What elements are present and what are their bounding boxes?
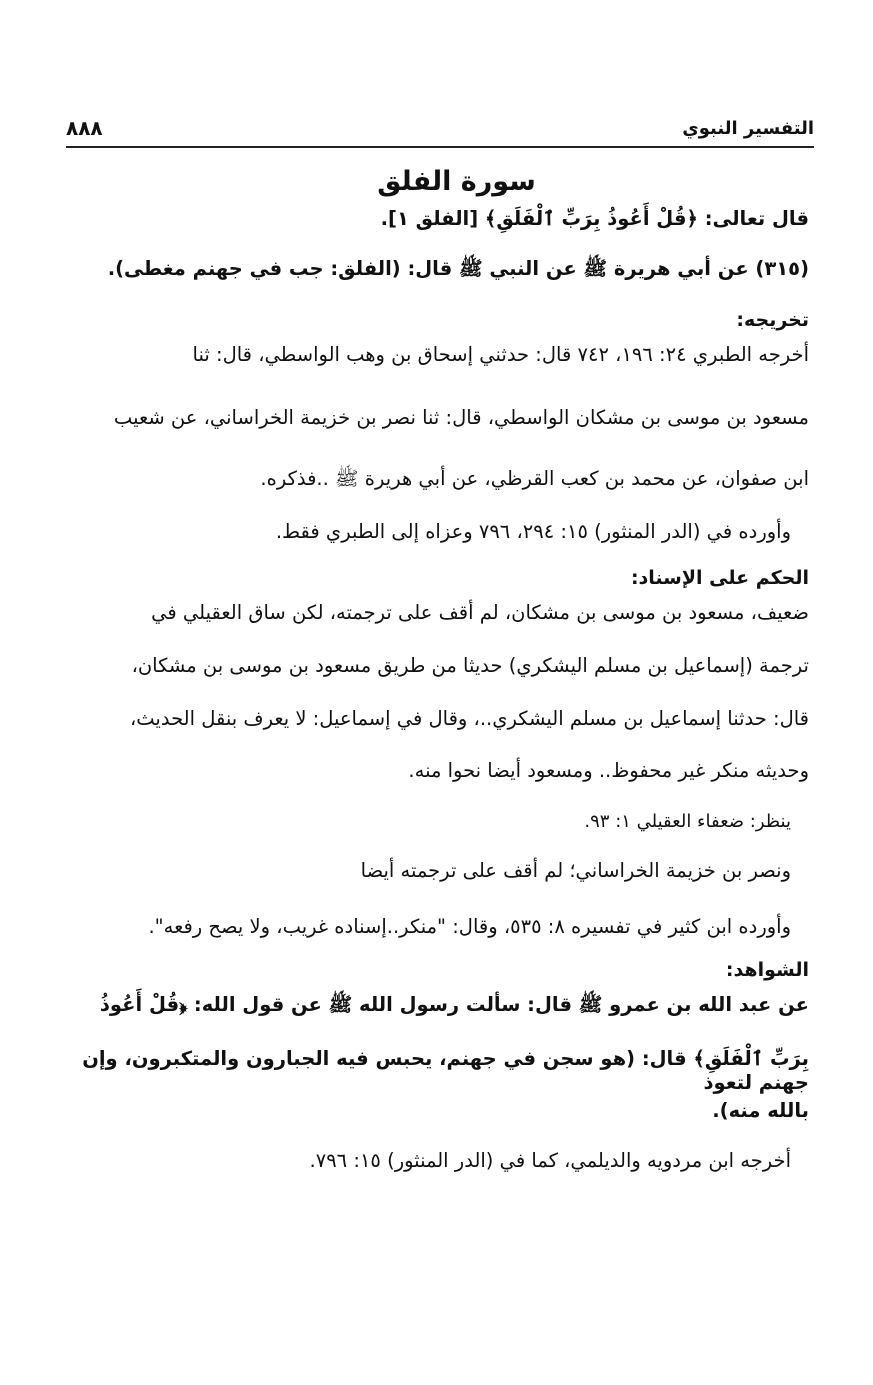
- shahid-line-1: عن عبد الله بن عمرو ﷺ قال: سألت رسول الله ﷺ عن قول الله: ﴿قُلْ أَعُوذُ: [99, 993, 809, 1016]
- shahid-line-3: بالله منه).: [712, 1099, 809, 1122]
- hukm-line-3: قال: حدثنا إسماعيل بن مسلم اليشكري..، وقال في إسماعيل: لا يعرف بنقل الحديث،: [129, 707, 809, 730]
- nasr-line: ونصر بن خزيمة الخراساني؛ لم أقف على ترجمته أيضا: [360, 859, 791, 882]
- takhrij-line-1: أخرجه الطبري ٢٤: ١٩٦، ٧٤٢ قال: حدثني إسحاق بن وهب الواسطي، قال: ثنا: [192, 343, 809, 366]
- hadith-line: (٣١٥) عن أبي هريرة ﷺ عن النبي ﷺ قال: (الفلق: جب في جهنم مغطى).: [107, 257, 809, 280]
- running-title: التفسير النبوي: [682, 118, 814, 139]
- hukm-line-4: وحديثه منكر غير محفوظ.. ومسعود أيضا نحوا منه.: [408, 759, 809, 782]
- hukm-line-1: ضعيف، مسعود بن موسى بن مشكان، لم أقف على ترجمته، لكن ساق العقيلي في: [151, 601, 809, 624]
- surah-title: سورة الفلق: [377, 166, 536, 197]
- ibn-kathir-line: وأورده ابن كثير في تفسيره ٨: ٥٣٥، وقال: "منكر..إسناده غريب، ولا يصح رفعه".: [148, 915, 791, 938]
- shahid-line-2: بِرَبِّ ٱلْفَلَقِ﴾ قال: (هو سجن في جهنم، يحبس فيه الجبارون والمتكبرون، وإن جهنم لتعوذ: [82, 1047, 809, 1094]
- shahid-takhrij-line: أخرجه ابن مردويه والديلمي، كما في (الدر المنثور) ١٥: ٧٩٦.: [309, 1149, 791, 1172]
- shawahid-heading: الشواهد:: [725, 959, 809, 981]
- takhrij-line-3: ابن صفوان، عن محمد بن كعب القرظي، عن أبي هريرة ﷺ ..فذكره.: [260, 467, 809, 490]
- page-body: [64, 162, 809, 1189]
- takhrij-line-4: وأورده في (الدر المنثور) ١٥: ٢٩٤، ٧٩٦ وعزاه إلى الطبري فقط.: [275, 520, 791, 543]
- hukm-heading: الحكم على الإسناد:: [630, 567, 809, 589]
- takhrij-line-2: مسعود بن موسى بن مشكان الواسطي، قال: ثنا نصر بن خزيمة الخراساني، عن شعيب: [113, 406, 809, 429]
- reference-note: ينظر: ضعفاء العقيلي ١: ٩٣.: [584, 811, 791, 832]
- hukm-line-2: ترجمة (إسماعيل بن مسلم اليشكري) حديثا من طريق مسعود بن موسى بن مشكان،: [131, 654, 809, 677]
- verse-line: قال تعالى: ﴿قُلْ أَعُوذُ بِرَبِّ ٱلْفَلَقِ﴾ [الفلق ١].: [380, 207, 809, 230]
- page-header: [66, 112, 814, 148]
- page-number: ٨٨٨: [66, 116, 103, 140]
- takhrij-heading: تخريجه:: [736, 309, 809, 331]
